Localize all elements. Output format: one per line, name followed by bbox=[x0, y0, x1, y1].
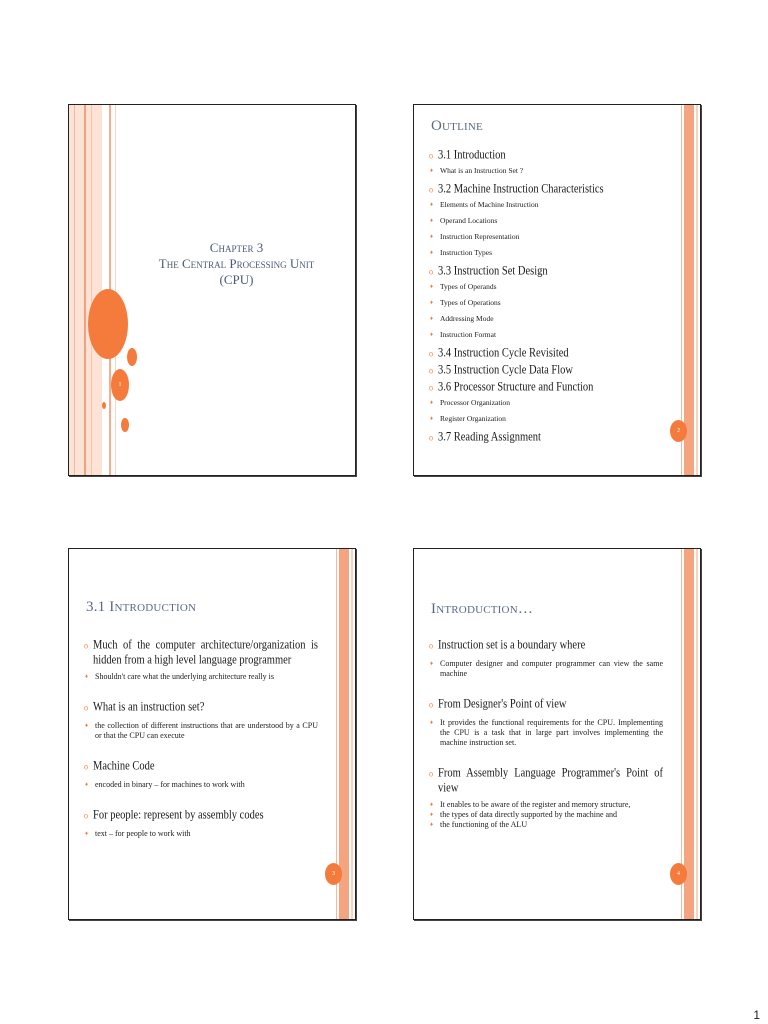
sub-list-item: ♦ What is an Instruction Set ? bbox=[429, 163, 679, 179]
sub-list-item: ♦ Elements of Machine Instruction bbox=[429, 197, 679, 213]
list-item-text: 3.3 Instruction Set Design bbox=[438, 265, 548, 279]
sub-list bbox=[84, 780, 318, 790]
decor-stripe bbox=[696, 549, 698, 919]
decor-circle bbox=[127, 348, 137, 366]
slide-number: 1 bbox=[118, 382, 122, 388]
slide-number-badge bbox=[670, 420, 687, 442]
sub-list-item: ♦ the types of data directly supported by the machine and bbox=[429, 810, 663, 820]
decor-stripe bbox=[84, 105, 86, 475]
sub-list bbox=[429, 197, 679, 261]
outline-list bbox=[429, 146, 679, 445]
slide-number: 2 bbox=[677, 428, 680, 434]
list-item-text: 3.5 Instruction Cycle Data Flow bbox=[438, 364, 574, 378]
sub-list bbox=[429, 163, 679, 179]
sub-list-item: ♦ Instruction Representation bbox=[429, 229, 679, 245]
title-line: Chapter 3 bbox=[209, 240, 264, 255]
list-item-text: 3.6 Processor Structure and Function bbox=[438, 381, 594, 395]
slide-3 bbox=[68, 548, 356, 920]
list-item bbox=[429, 638, 663, 653]
decor-stripe bbox=[339, 549, 349, 919]
sub-list-item: ♦ Instruction Types bbox=[429, 245, 679, 261]
list-item-text: Much of the computer architecture/organization is hidden from a high level language programmer bbox=[93, 639, 318, 667]
list-item bbox=[84, 700, 318, 715]
sub-list-item: ♦ Types of Operands bbox=[429, 279, 679, 295]
list-item-text: 3.4 Instruction Cycle Revisited bbox=[438, 347, 569, 361]
slide-4 bbox=[413, 548, 701, 920]
sub-list-item: ♦ It provides the functional requirements for the CPU. Implementing the CPU is a task that in large part involves implementing the machine instruction set. bbox=[429, 718, 663, 748]
slide-2 bbox=[413, 104, 701, 476]
decor-stripe bbox=[351, 549, 353, 919]
bullet-list bbox=[84, 638, 318, 857]
sub-list-item: ♦ the functioning of the ALU bbox=[429, 820, 663, 830]
slide-1 bbox=[68, 104, 356, 476]
sub-list bbox=[84, 721, 318, 741]
decor-stripe bbox=[696, 105, 698, 475]
list-item bbox=[429, 766, 663, 796]
sub-list-item: ♦ Addressing Mode bbox=[429, 311, 679, 327]
sub-list bbox=[429, 279, 679, 343]
decor-stripe bbox=[74, 105, 75, 475]
decor-circle bbox=[121, 418, 129, 432]
list-item bbox=[429, 428, 679, 448]
list-item-text: 3.2 Machine Instruction Characteristics bbox=[438, 183, 604, 197]
slide-number-badge bbox=[325, 863, 342, 885]
list-item-text: For people: represent by assembly codes bbox=[93, 809, 264, 822]
slide-title: 3.1 Introduction bbox=[86, 599, 197, 615]
decor-stripe bbox=[115, 105, 116, 475]
sub-list-item: ♦ Register Organization bbox=[429, 411, 679, 427]
list-item-text: From Designer's Point of view bbox=[438, 698, 567, 711]
sub-list-item: ♦ Computer designer and computer programmer can view the same machine bbox=[429, 659, 663, 679]
decor-circle bbox=[102, 402, 106, 409]
sub-list-item: ♦ Types of Operations bbox=[429, 295, 679, 311]
list-item bbox=[84, 638, 318, 668]
slide-title: Introduction… bbox=[431, 601, 534, 617]
slide-number: 4 bbox=[677, 871, 680, 877]
decor-stripe bbox=[684, 105, 694, 475]
list-item bbox=[429, 697, 663, 712]
slide-number-badge bbox=[111, 369, 129, 401]
sub-list-item: ♦ the collection of different instructions that are understood by a CPU or that the CPU can execute bbox=[84, 721, 318, 741]
sub-list bbox=[429, 800, 663, 830]
list-item bbox=[84, 759, 318, 774]
list-item-text: 3.7 Reading Assignment bbox=[438, 431, 541, 445]
list-item-text: Instruction set is a boundary where bbox=[438, 639, 586, 652]
sub-list bbox=[84, 829, 318, 839]
sub-list-item: ♦ It enables to be aware of the register and memory structure, bbox=[429, 800, 663, 810]
sub-list bbox=[429, 659, 663, 679]
sub-list bbox=[429, 395, 679, 427]
sub-list-item: ♦ text – for people to work with bbox=[84, 829, 318, 839]
sub-list bbox=[429, 718, 663, 748]
sub-list-item: ♦ encoded in binary – for machines to work with bbox=[84, 780, 318, 790]
sub-list-item: ♦ Instruction Format bbox=[429, 327, 679, 343]
title-line: (CPU) bbox=[219, 272, 254, 287]
slide-title: Outline bbox=[431, 118, 483, 134]
decor-stripe bbox=[91, 105, 92, 475]
bullet-list bbox=[429, 638, 663, 848]
slide-number: 3 bbox=[332, 871, 335, 877]
slide-title bbox=[139, 240, 334, 288]
list-item-text: 3.1 Introduction bbox=[438, 149, 506, 163]
list-item-text: What is an instruction set? bbox=[93, 701, 205, 714]
slide-number-badge bbox=[670, 863, 687, 885]
decor-circle bbox=[88, 289, 128, 359]
list-item-text: Machine Code bbox=[93, 760, 155, 773]
title-line: The Central Processing Unit bbox=[158, 256, 315, 271]
page-number: 1 bbox=[753, 1008, 760, 1022]
decor-stripe bbox=[684, 549, 694, 919]
sub-list bbox=[84, 672, 318, 682]
sub-list-item: ♦ Operand Locations bbox=[429, 213, 679, 229]
decor-stripe bbox=[681, 105, 682, 475]
sub-list-item: ♦ Processor Organization bbox=[429, 395, 679, 411]
sub-list-item: ♦ Shouldn't care what the underlying architecture really is bbox=[84, 672, 318, 682]
list-item bbox=[84, 808, 318, 823]
list-item-text: From Assembly Language Programmer's Point of view bbox=[438, 767, 663, 795]
